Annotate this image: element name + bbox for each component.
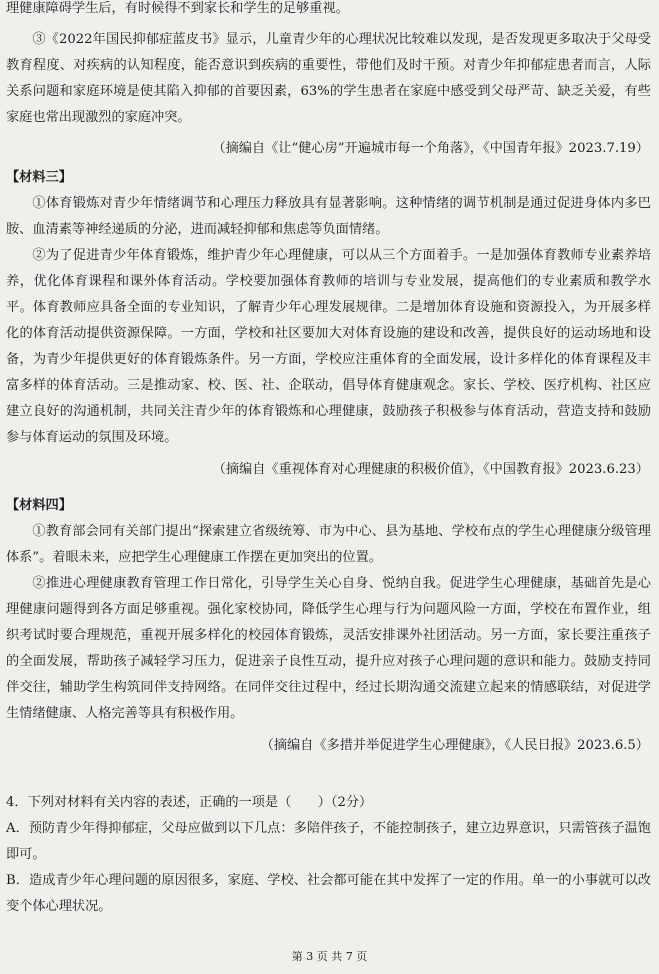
material-three-source: （摘编自《重视体育对心理健康的积极价值》，《中国教育报》2023.6.23） (212, 462, 649, 477)
question-4-option-b: B．造成青少年心理问题的原因很多，家庭、学校、社会都可能在其中发挥了一定的作用。单一的小事就可以改变个体心理状况。 (6, 873, 651, 914)
top-line: 理健康障碍学生后，有时候得不到家长和学生的足够重视。 (6, 1, 349, 16)
material-four-paragraph-1: ①教育部会同有关部门提出“探索建立省级统筹、市为中心、县为基地、学校布点的学生心理健康分级管理体系”。着眼未来，应把学生心理健康工作摆在更加突出的位置。 (6, 524, 651, 565)
material-four (6, 493, 651, 759)
question-4-stem: 4．下列对材料有关内容的表述，正确的一项是（ ）（2分） (6, 795, 373, 810)
material-three-heading: 【材料三】 (6, 170, 72, 185)
material-four-source: （摘编自《多措并举促进学生心理健康》，《人民日报》2023.6.5） (260, 738, 649, 753)
question-4-option-a: A．预防青少年得抑郁症，父母应做到以下几点：多陪伴孩子，不能控制孩子，建立边界意识，只需管孩子温饱即可。 (6, 821, 651, 862)
material-three (6, 165, 651, 483)
material-three-paragraph-2: ②为了促进青少年体育锻炼，维护青少年心理健康，可以从三个方面着手。一是加强体育教师专业素养培养，优化体育课程和课外体育活动。学校要加强体育教师的培训与专业发展，提高他们的专业素质和教学水平。体育教师应具备全面的专业知识，了解青少年心理发展规律。二是增加体育设施和资源投入，为开展多样化的体育活动提供资源保障。一方面，学校和社区要加大对体育设施的建设和改善，提供良好的运动场地和设备，为青少年提供更好的体育锻炼条件。另一方面，学校应注重体育的全面发展，设计多样化的体育课程及丰富多样的体育活动。三是推动家、校、医、社、企联动，倡导体育健康观念。家长、学校、医疗机构、社区应建立良好的沟通机制，共同关注青少年的体育锻炼和心理健康，鼓励孩子积极参与体育活动，营造支持和鼓励参与体育运动的氛围及环境。 (6, 248, 651, 445)
material-four-heading: 【材料四】 (6, 498, 72, 513)
material-two-paragraph-3: ③《2022年国民抑郁症蓝皮书》显示，儿童青少年的心理状况比较难以发现，是否发现更多取决于父母受教育程度、对疾病的认知程度，能否意识到疾病的重要性，带他们及时干预。对青少年抑郁症患者而言，人际关系问题和家庭环境是使其陷入抑郁的首要因素，63%的学生患者在家庭中感受到父母严苛、缺乏关爱，有些家庭也常出现激烈的家庭冲突。 (6, 32, 651, 125)
material-three-paragraph-1: ①体育锻炼对青少年情绪调节和心理压力释放具有显著影响。这种情绪的调节机制是通过促进身体内多巴胺、血清素等神经递质的分泌，进而减轻抑郁和焦虑等负面情绪。 (6, 196, 651, 237)
question-4 (6, 790, 651, 920)
page-footer: 第 3 页 共 7 页 (291, 950, 368, 963)
material-four-paragraph-2: ②推进心理健康教育管理工作日常化，引导学生关心自身、悦纳自我。促进学生心理健康，基础首先是心理健康问题得到各方面足够重视。强化家校协同，降低学生心理与行为问题风险一方面，学校在布置作业，组织考试时要合理规范，重视开展多样化的校园体育锻炼，灵活安排课外社团活动。另一方面，家长要注重孩子的全面发展，帮助孩子减轻学习压力，促进亲子良性互动，提升应对孩子心理问题的意识和能力。鼓励支持同伴交往，辅助学生构筑同伴支持网络。在同伴交往过程中，经过长期沟通交流建立起来的情感联结，对促进学生情绪健康、人格完善等具有积极作用。 (6, 576, 651, 721)
material-two-source: （摘编自《让“健心房”开遍城市每一个角落》，《中国青年报》2023.7.19） (212, 141, 649, 156)
material-two-continued (6, 0, 651, 162)
